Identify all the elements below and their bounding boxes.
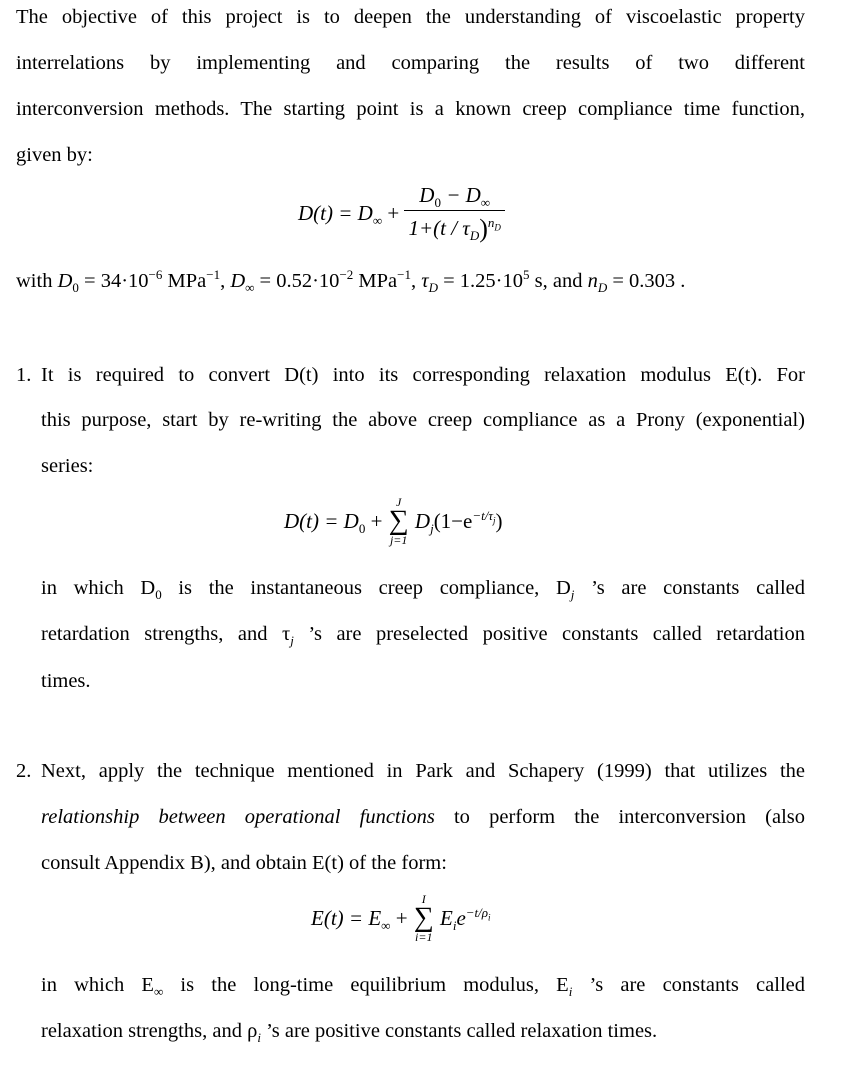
intro-line-2: interrelations by implementing and comparing the results of two different — [16, 52, 805, 74]
summation-symbol: J ∑ j=1 — [388, 495, 409, 547]
item-1-number: 1. — [16, 364, 32, 386]
emphasis-text: relationship between operational functions — [41, 806, 435, 828]
item-2-after-line-1: in which $E_\infty$ is the long-time equilibrium modulus, $E_i$ ’s are constants called — [41, 974, 805, 1000]
item-1-line-1: It is required to convert D(t) into its corresponding relaxation modulus E(t). For — [41, 364, 805, 386]
item-2-line-3: consult Appendix B), and obtain E(t) of the form: — [41, 852, 447, 874]
parameters-line: with $D_0 = 34\cdot 10^{-6}$ MPa$^{-1}$, $D_\infty = 0.52\cdot 10^{-2}$ MPa$^{-1}$, $\tau_D = 1.25\cdot 10^5$ s, and $n_D = 0.303$ . — [16, 267, 686, 296]
item-1-line-3: series: — [41, 455, 94, 477]
equation-prony-relaxation: $E(t) = E_\infty$ + I ∑ i=1 $E_ie^{-t/\rho_i}$ — [311, 892, 491, 944]
item-1-line-2: this purpose, start by re-writing the above creep compliance as a Prony (exponential) — [41, 409, 805, 431]
intro-line-3: interconversion methods. The starting point is a known creep compliance time function, — [16, 98, 805, 120]
item-1-after-line-3: times. — [41, 670, 91, 692]
equation-creep-compliance: $D(t) = D_\infty$ + $\frac{D_0 - D_\infty}{1+(t / \tau_D)^{n_D}}$ — [298, 183, 505, 244]
summation-symbol: I ∑ i=1 — [413, 892, 434, 944]
intro-line-4: given by: — [16, 144, 93, 166]
item-1-after-line-1: in which $D_0$ is the instantaneous creep compliance, $D_j$ ’s are constants called — [41, 577, 806, 603]
item-2-number: 2. — [16, 760, 32, 782]
item-2-line-2: relationship between operational functions to perform the interconversion (also — [41, 806, 806, 828]
item-2-line-1: Next, apply the technique mentioned in Park and Schapery (1999) that utilizes the — [41, 760, 805, 782]
intro-line-1: The objective of this project is to deepen the understanding of viscoelastic property — [16, 6, 805, 28]
item-2-after-line-2: relaxation strengths, and $\rho_i$ ’s are positive constants called relaxation times. — [41, 1020, 658, 1046]
equation-fraction: $\frac{D_0 - D_\infty}{1+(t / \tau_D)^{n_D}}$ — [404, 183, 504, 244]
item-1-after-line-2: retardation strengths, and $\tau_j$ ’s are preselected positive constants called retardation — [41, 623, 805, 649]
equation-prony-compliance: $D(t) = D_0$ + J ∑ j=1 $D_j(1-e^{-t/\tau_j})$ — [284, 495, 503, 547]
